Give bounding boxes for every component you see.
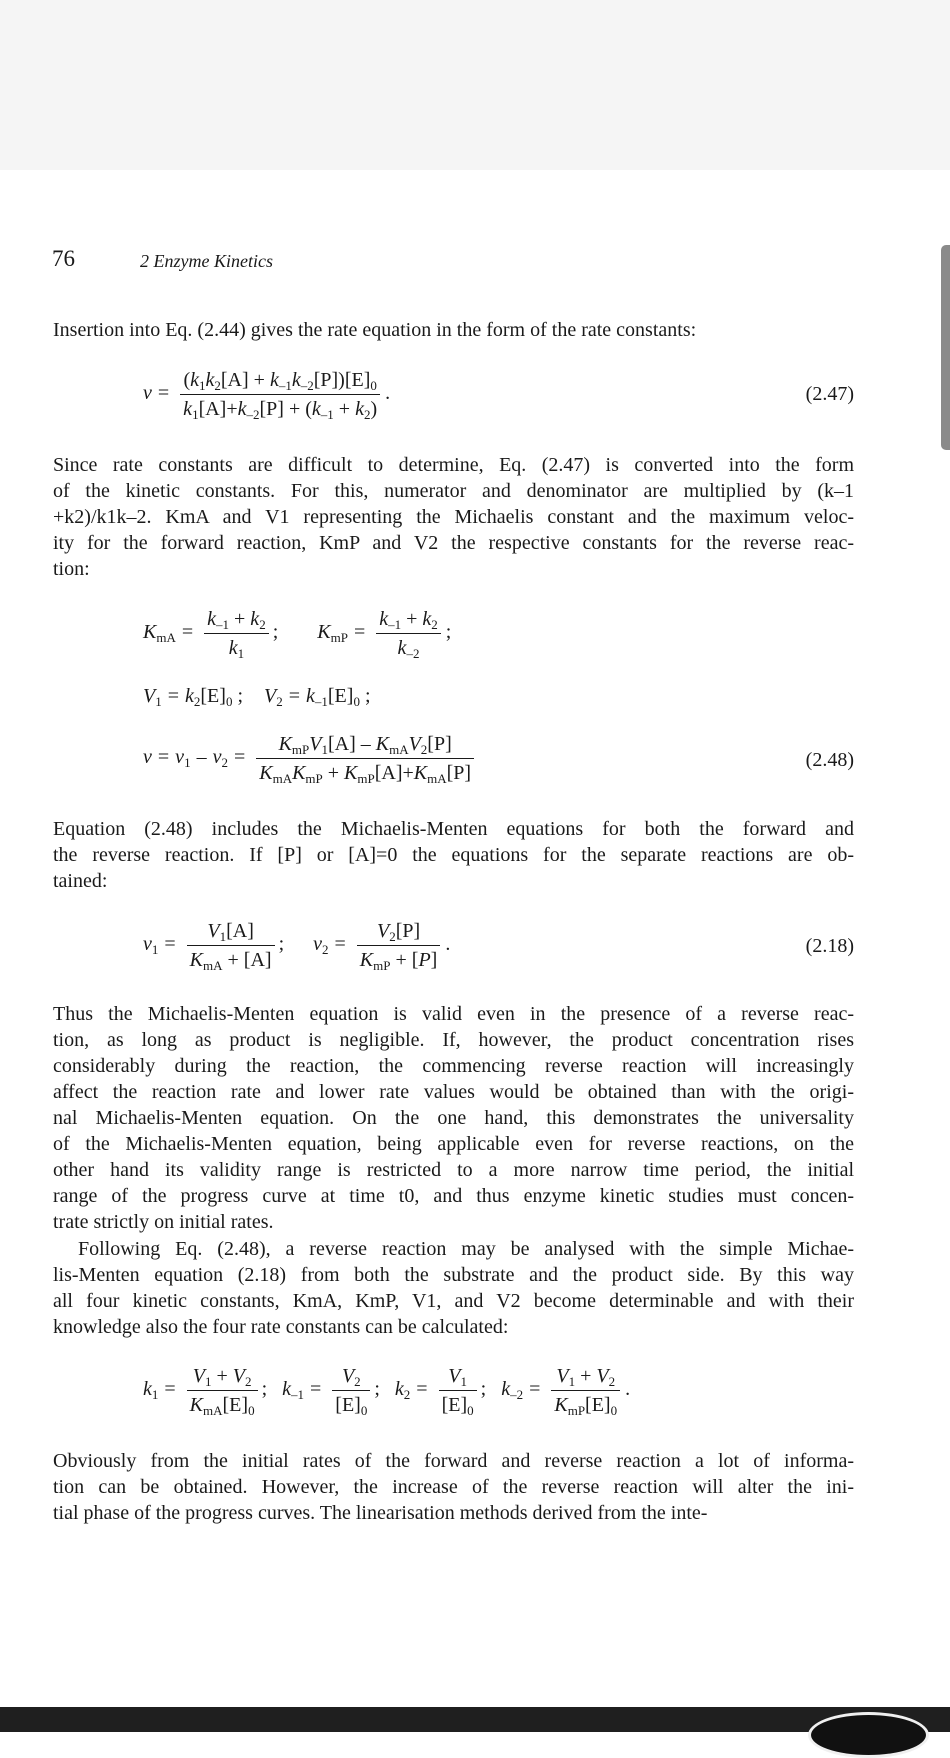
paragraph-3 (53, 816, 854, 894)
equation-number: (2.48) (805, 749, 854, 771)
paragraph-2 (53, 452, 854, 582)
text-line: all four kinetic constants, KmA, KmP, V1, and V2 become determinable and with their (53, 1290, 854, 1312)
running-title: 2 Enzyme Kinetics (140, 251, 273, 271)
text-line: +k2)/k1k–2. KmA and V1 representing the Michaelis constant and the maximum veloc- (53, 506, 854, 528)
bottom-navigation-bar (0, 1707, 950, 1732)
paragraph-6 (53, 1448, 854, 1526)
text-line: considerably during the reaction, the commencing reverse reaction will increasingly (53, 1055, 854, 1077)
equation-2-18: $v_1$ = $\frac{V_1[A]}{K_{mA} + [A]}$ ; $v_2$ = $\frac{V_2[P]}{K_{mP} + [P]}$ . (143, 917, 450, 974)
paragraph-1 (53, 317, 854, 343)
paragraph-4 (53, 1001, 854, 1235)
text-line: ity for the forward reaction, KmP and V2 the respective constants for the reverse reac- (53, 532, 854, 554)
text-line: Obviously from the initial rates of the forward and reverse reaction a lot of informa- (53, 1450, 854, 1472)
home-button[interactable] (808, 1712, 929, 1758)
text-line: knowledge also the four rate constants can be calculated: (53, 1316, 509, 1338)
equation-2-48: $v = v_1 - v_2$ = $\frac{K_{mP}V_1[A] - K_{mA}V_2[P]}{K_{mA}K_{mP} + K_{mP}[A]+K_{mA}[P]}$ (143, 730, 474, 787)
text-line: Insertion into Eq. (2.44) gives the rate equation in the form of the rate constants: (53, 319, 697, 341)
text-line: tial phase of the progress curves. The linearisation methods derived from the inte- (53, 1502, 708, 1524)
text-line: affect the reaction rate and lower rate values would be obtained than with the origi- (53, 1081, 854, 1103)
text-line: range of the progress curve at time t0, and thus enzyme kinetic studies must concen- (53, 1185, 854, 1207)
text-line: Thus the Michaelis-Menten equation is valid even in the presence of a reverse reac- (53, 1003, 854, 1025)
text-line: Following Eq. (2.48), a reverse reaction may be analysed with the simple Michae- (78, 1238, 854, 1260)
text-line: Since rate constants are difficult to determine, Eq. (2.47) is converted into the form (53, 454, 854, 476)
text-line: other hand its validity range is restricted to a more narrow time period, the initial (53, 1159, 854, 1181)
page-number: 76 (52, 246, 75, 271)
text-line: nal Michaelis-Menten equation. On the one hand, this demonstrates the universality (53, 1107, 854, 1129)
equation-number: (2.47) (805, 383, 854, 405)
text-line: tion: (53, 558, 90, 580)
text-line: trate strictly on initial rates. (53, 1211, 274, 1233)
scrollbar-thumb[interactable] (941, 245, 950, 450)
equation-number: (2.18) (805, 935, 854, 957)
equation-2-47: v = $\frac{(k_1k_2[A] + k_{-1}k_{-2}[P])[E]_0}{k_1[A]+k_{-2}[P] + (k_{-1} + k_2)}$ . (143, 366, 390, 423)
text-line: of the kinetic constants. For this, numerator and denominator are multiplied by (k–1 (53, 480, 854, 502)
text-line: lis-Menten equation (2.18) from both the substrate and the product side. By this way (53, 1264, 854, 1286)
paragraph-5 (53, 1236, 854, 1340)
rate-constants-equation: $k_1$ = $\frac{V_1 + V_2}{K_{mA}[E]_0}$ ; $k_{-1}$ = $\frac{V_2}{[E]_0}$ ; $k_2$ = $\frac{V_1}{[E]_0}$ ; $k_{-2}$ = $\frac{V_1 + V_2}{K_{mP}[E]_0}$ . (143, 1362, 630, 1419)
text-line: Equation (2.48) includes the Michaelis-Menten equations for both the forward and (53, 818, 854, 840)
text-line: tion can be obtained. However, the increase of the reverse reaction will alter the ini- (53, 1476, 854, 1498)
text-line: tion, as long as product is negligible. If, however, the product concentration rises (53, 1029, 854, 1051)
max-velocity-equation: $V_1 = k_2[E]_0$ ; $V_2 = k_{-1}[E]_0$ ; (143, 685, 371, 709)
text-line: the reverse reaction. If [P] or [A]=0 the equations for the separate reactions are ob- (53, 844, 854, 866)
top-blank-band (0, 0, 950, 170)
kinetic-constants-equation: $K_{mA}$ = $\frac{k_{-1} + k_2}{k_1}$ ; $K_{mP}$ = $\frac{k_{-1} + k_2}{k_{-2}}$ ; (143, 605, 451, 662)
text-line: tained: (53, 870, 108, 892)
text-line: of the Michaelis-Menten equation, being applicable even for reverse reactions, on the (53, 1133, 854, 1155)
